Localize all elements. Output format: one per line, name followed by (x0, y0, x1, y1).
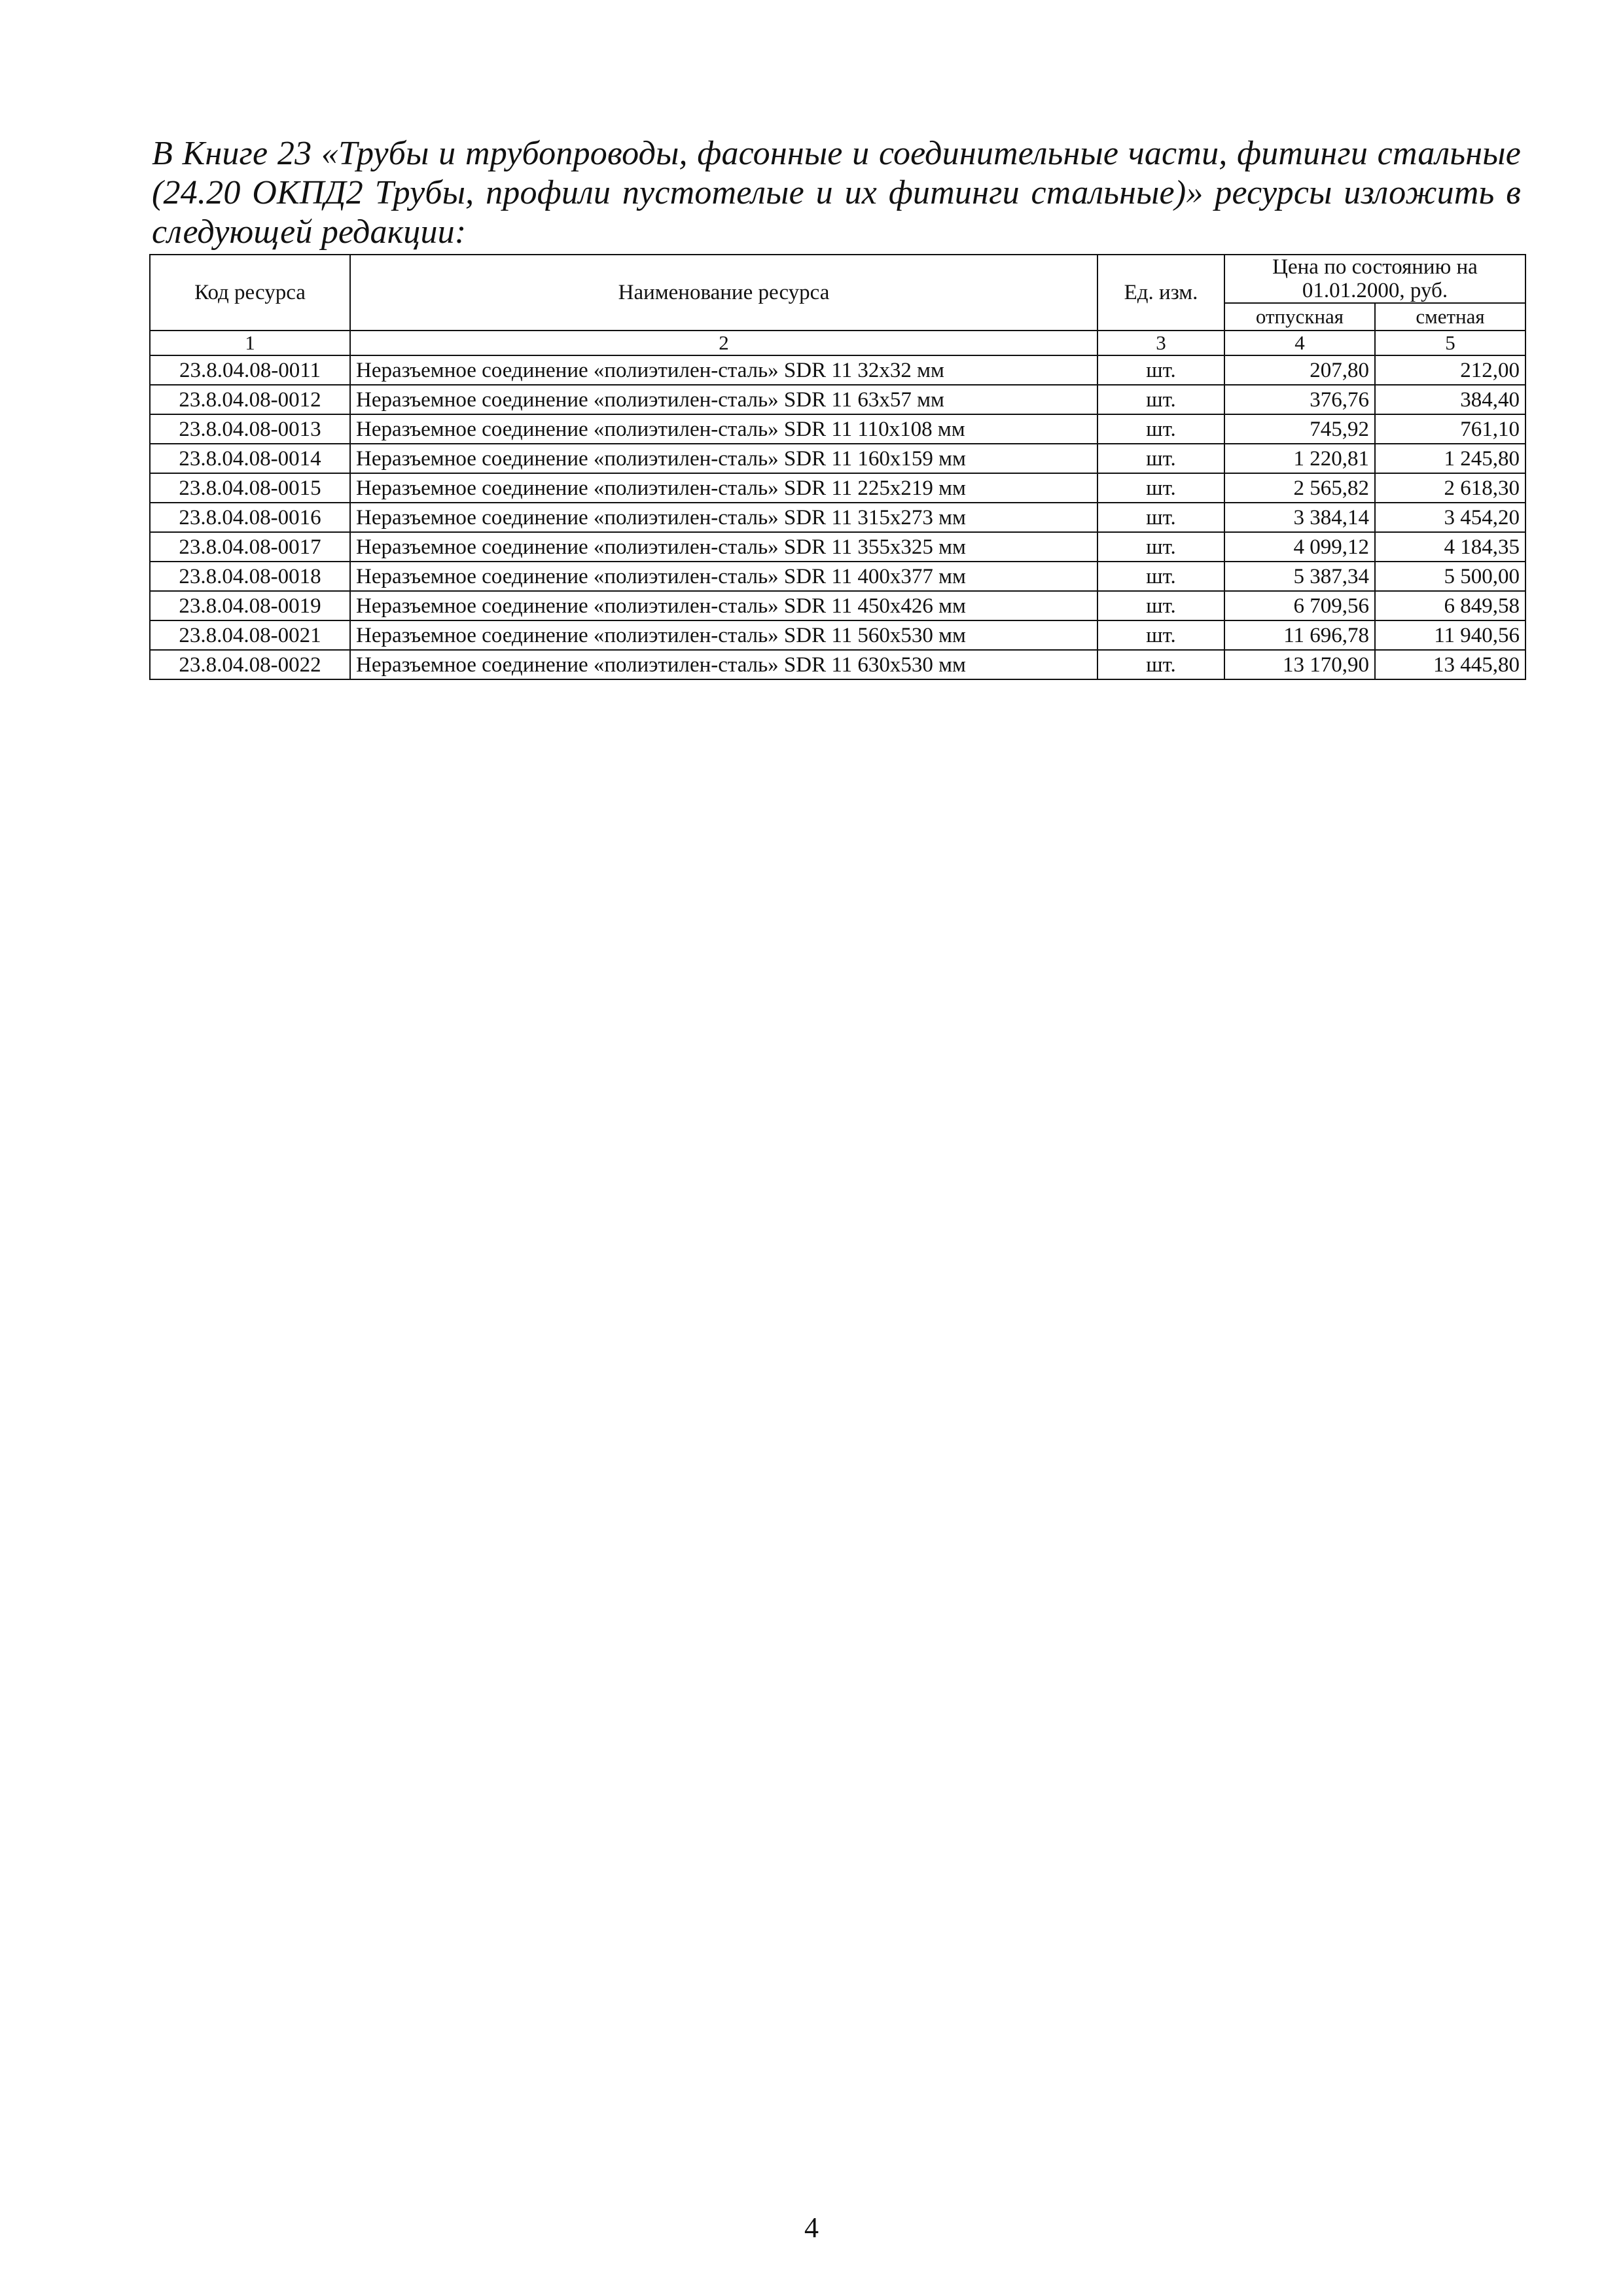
header-price-group: Цена по состоянию на 01.01.2000, руб. (1224, 255, 1525, 303)
unit-cell: шт. (1097, 591, 1224, 620)
resource-code-cell: 23.8.04.08-0011 (150, 355, 350, 385)
release-price-cell: 4 099,12 (1224, 532, 1375, 562)
table-row (150, 414, 1525, 444)
resource-code-cell: 23.8.04.08-0013 (150, 414, 350, 444)
table-row (150, 562, 1525, 591)
table-row (150, 591, 1525, 620)
column-number: 5 (1375, 331, 1525, 355)
header-estimate-price: сметная (1375, 303, 1525, 331)
estimate-price-cell: 2 618,30 (1375, 473, 1525, 503)
estimate-price-cell: 4 184,35 (1375, 532, 1525, 562)
table-row (150, 444, 1525, 473)
table-row (150, 620, 1525, 650)
unit-cell: шт. (1097, 444, 1224, 473)
release-price-cell: 745,92 (1224, 414, 1375, 444)
resource-name-cell: Неразъемное соединение «полиэтилен-сталь» SDR 11 32х32 мм (350, 355, 1097, 385)
table-body (150, 355, 1525, 679)
estimate-price-cell: 11 940,56 (1375, 620, 1525, 650)
unit-cell: шт. (1097, 562, 1224, 591)
intro-paragraph: В Книге 23 «Трубы и трубопроводы, фасонные и соединительные части, фитинги стальные (24.20 ОКПД2 Трубы, профили пустотелые и их фитинги стальные)» ресурсы изложить в следующей редакции: (152, 135, 1521, 251)
resource-code-cell: 23.8.04.08-0019 (150, 591, 350, 620)
table-header (150, 255, 1525, 355)
resource-code-cell: 23.8.04.08-0014 (150, 444, 350, 473)
page-number: 4 (804, 2212, 819, 2244)
release-price-cell: 5 387,34 (1224, 562, 1375, 591)
unit-cell: шт. (1097, 473, 1224, 503)
estimate-price-cell: 13 445,80 (1375, 650, 1525, 679)
header-release-price: отпускная (1224, 303, 1375, 331)
release-price-cell: 3 384,14 (1224, 503, 1375, 532)
resource-name-cell: Неразъемное соединение «полиэтилен-сталь» SDR 11 450х426 мм (350, 591, 1097, 620)
release-price-cell: 11 696,78 (1224, 620, 1375, 650)
unit-cell: шт. (1097, 503, 1224, 532)
unit-cell: шт. (1097, 650, 1224, 679)
resource-code-cell: 23.8.04.08-0018 (150, 562, 350, 591)
estimate-price-cell: 761,10 (1375, 414, 1525, 444)
resource-name-cell: Неразъемное соединение «полиэтилен-сталь» SDR 11 63х57 мм (350, 385, 1097, 414)
estimate-price-cell: 384,40 (1375, 385, 1525, 414)
resource-name-cell: Неразъемное соединение «полиэтилен-сталь» SDR 11 110х108 мм (350, 414, 1097, 444)
resource-name-cell: Неразъемное соединение «полиэтилен-сталь» SDR 11 400х377 мм (350, 562, 1097, 591)
resource-code-cell: 23.8.04.08-0016 (150, 503, 350, 532)
resource-name-cell: Неразъемное соединение «полиэтилен-сталь» SDR 11 225х219 мм (350, 473, 1097, 503)
column-number-row (150, 331, 1525, 355)
resource-code-cell: 23.8.04.08-0015 (150, 473, 350, 503)
header-unit: Ед. изм. (1097, 255, 1224, 331)
release-price-cell: 207,80 (1224, 355, 1375, 385)
table-row (150, 650, 1525, 679)
column-number: 2 (350, 331, 1097, 355)
table-row (150, 503, 1525, 532)
estimate-price-cell: 5 500,00 (1375, 562, 1525, 591)
release-price-cell: 13 170,90 (1224, 650, 1375, 679)
release-price-cell: 6 709,56 (1224, 591, 1375, 620)
estimate-price-cell: 6 849,58 (1375, 591, 1525, 620)
header-code: Код ресурса (150, 255, 350, 331)
resource-name-cell: Неразъемное соединение «полиэтилен-сталь» SDR 11 160х159 мм (350, 444, 1097, 473)
resource-code-cell: 23.8.04.08-0022 (150, 650, 350, 679)
resource-name-cell: Неразъемное соединение «полиэтилен-сталь» SDR 11 560х530 мм (350, 620, 1097, 650)
resource-name-cell: Неразъемное соединение «полиэтилен-сталь» SDR 11 630х530 мм (350, 650, 1097, 679)
table-row (150, 385, 1525, 414)
header-name: Наименование ресурса (350, 255, 1097, 331)
resource-code-cell: 23.8.04.08-0021 (150, 620, 350, 650)
release-price-cell: 2 565,82 (1224, 473, 1375, 503)
unit-cell: шт. (1097, 532, 1224, 562)
unit-cell: шт. (1097, 355, 1224, 385)
table-row (150, 532, 1525, 562)
column-number: 3 (1097, 331, 1224, 355)
unit-cell: шт. (1097, 385, 1224, 414)
resource-code-cell: 23.8.04.08-0012 (150, 385, 350, 414)
release-price-cell: 1 220,81 (1224, 444, 1375, 473)
estimate-price-cell: 3 454,20 (1375, 503, 1525, 532)
column-number: 4 (1224, 331, 1375, 355)
unit-cell: шт. (1097, 414, 1224, 444)
column-number: 1 (150, 331, 350, 355)
resource-code-cell: 23.8.04.08-0017 (150, 532, 350, 562)
unit-cell: шт. (1097, 620, 1224, 650)
estimate-price-cell: 212,00 (1375, 355, 1525, 385)
table-row (150, 473, 1525, 503)
release-price-cell: 376,76 (1224, 385, 1375, 414)
resources-table (149, 254, 1526, 680)
estimate-price-cell: 1 245,80 (1375, 444, 1525, 473)
resource-name-cell: Неразъемное соединение «полиэтилен-сталь» SDR 11 355х325 мм (350, 532, 1097, 562)
table-row (150, 355, 1525, 385)
resource-name-cell: Неразъемное соединение «полиэтилен-сталь» SDR 11 315х273 мм (350, 503, 1097, 532)
